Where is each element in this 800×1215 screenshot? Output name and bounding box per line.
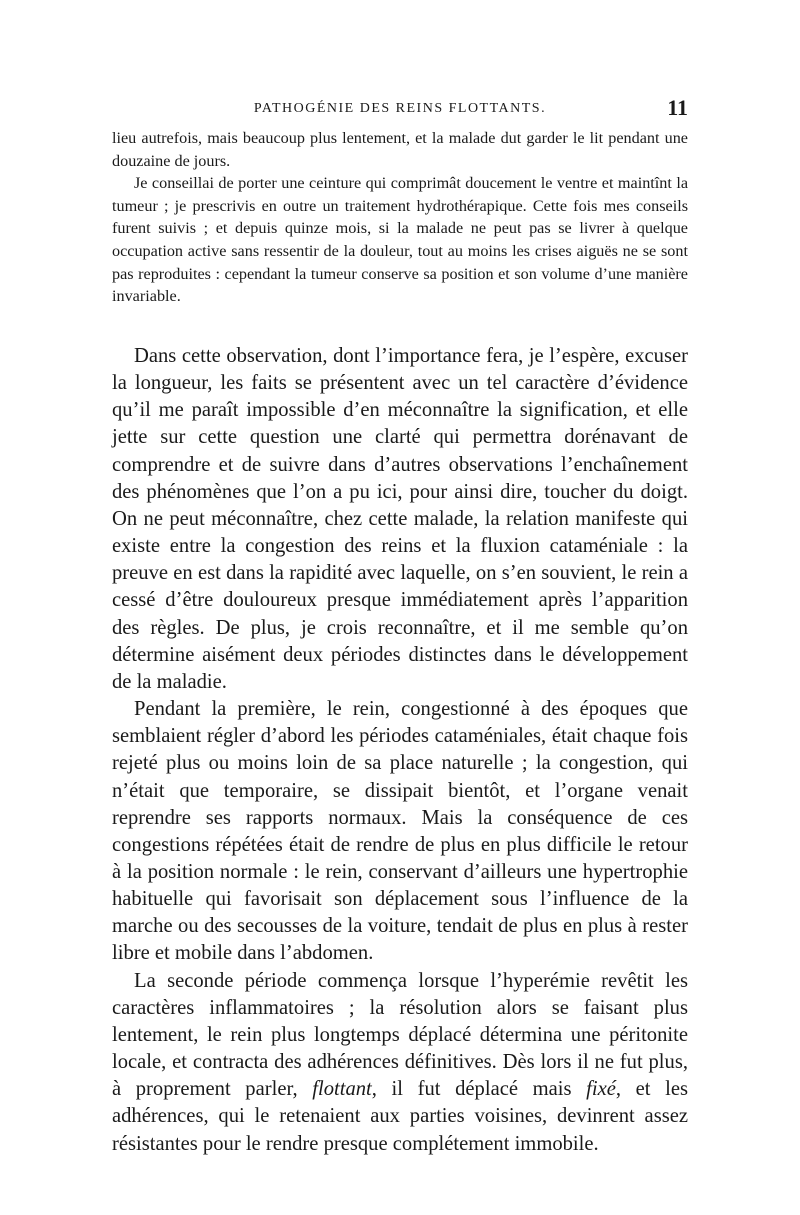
excerpt-paragraph: lieu autrefois, mais beaucoup plus lentement, et la malade dut garder le lit pendant une douzaine de jours. [112,129,688,170]
paragraph-segment: , et les adhérences, qui le retenaient aux parties voisines, devinrent assez résistantes pour le rendre presque complétement immobile. [112,1078,689,1155]
running-title: PATHOGÉNIE DES REINS FLOTTANTS. [253,101,547,116]
italic-term-fixe: fixé [586,1078,616,1101]
main-paragraph [112,968,688,1158]
main-text [112,343,688,1158]
italic-term-flottant: flottant [312,1078,372,1101]
page-header [112,97,688,121]
page-number: 11 [667,95,688,120]
main-paragraph: Dans cette observation, dont l’importance fera, je l’espère, excuser la longueur, les faits se présentent avec un tel caractère d’évidence qu’il me paraît impossible d’en méconnaître la signification, et elle jette sur cette question une clarté qui permettra dorénavant de comprendre et de suivre dans d’autres observations l’enchaînement des phénomènes que l’on a pu ici, pour ainsi dire, toucher du doigt. On ne peut méconnaître, chez cette malade, la relation manifeste qui existe entre la congestion des reins et la fluxion cataméniale : la preuve en est dans la rapidité avec laquelle, on s’en souvient, le rein a cessé d’être douloureux presque immédiatement après l’apparition des règles. De plus, je crois reconnaître, et il me semble qu’on détermine aisément deux périodes distinctes dans le développement de la maladie. [112,345,688,693]
paragraph-segment: , il fut déplacé mais [371,1078,587,1101]
observation-excerpt [112,127,688,308]
excerpt-paragraph: Je conseillai de porter une ceinture qui comprimât doucement le ventre et maintînt la tumeur ; je prescrivis en outre un traitement hydrothérapique. Cette fois mes conseils furent suivis ; et depuis quinze mois, si la malade ne peut pas se livrer à quelque occupation active sans ressentir de la douleur, tout au moins les crises aiguës ne se sont pas reproduites : cependant la tumeur conserve sa position et son volume d’une manière invariable. [112,174,688,306]
main-paragraph: Pendant la première, le rein, congestionné à des époques que semblaient régler d’abord les périodes cataméniales, était chaque fois rejeté plus ou moins loin de sa place naturelle ; la congestion, qui n’était que temporaire, se dissipait bientôt, et l’organe venait reprendre ses rapports normaux. Mais la conséquence de ces congestions répétées était de rendre de plus en plus difficile le retour à la position normale : le rein, conservant d’ailleurs une hypertrophie habituelle qui favorisait son déplacement sous l’influence de la marche ou des secousses de la voiture, tendait de plus en plus à rester libre et mobile dans l’abdomen. [112,698,688,965]
paragraph-segment: La seconde période commença lorsque l’hyperémie revêtit les caractères inflammatoires ; la résolution alors se faisant plus lentement, le rein plus longtemps déplacé détermina une péritonite locale, et contracta des adhérences définitives. Dès lors il ne fut plus, à proprement parler, [112,969,688,1101]
